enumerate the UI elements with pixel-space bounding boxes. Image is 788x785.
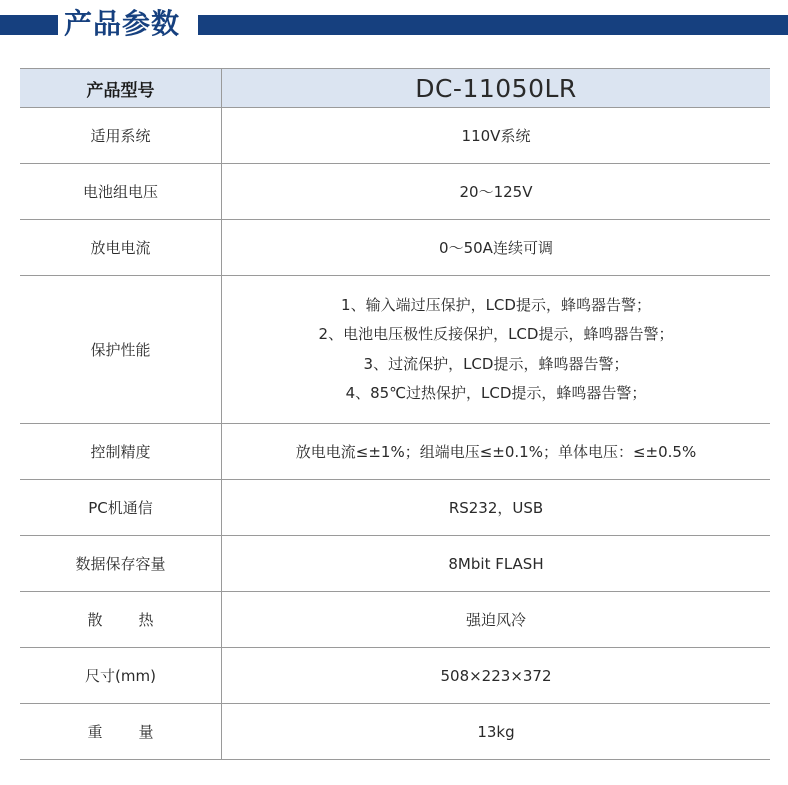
- row-value: RS232，USB: [448, 499, 544, 517]
- table-row: [20, 220, 770, 276]
- row-value: 13kg: [477, 722, 515, 741]
- header-accent-bar-right: [198, 15, 788, 35]
- table-row: [20, 276, 770, 424]
- row-value: 0～50A连续可调: [439, 239, 553, 257]
- table-row: [20, 108, 770, 164]
- row-label: [20, 704, 222, 759]
- protection-line: 3、过流保护，LCD提示，蜂鸣器告警；: [363, 354, 629, 373]
- row-label: 保护性能: [20, 276, 222, 423]
- header-accent-bar-left: [0, 15, 58, 35]
- model-label: 产品型号: [20, 69, 222, 107]
- protection-line: 1、输入端过压保护，LCD提示，蜂鸣器告警；: [341, 295, 651, 314]
- section-header: [0, 0, 788, 48]
- row-label: 数据保存容量: [20, 536, 222, 591]
- row-label-text: 散热: [87, 611, 190, 629]
- table-row: [20, 480, 770, 536]
- section-title: 产品参数: [64, 7, 181, 40]
- table-row: [20, 164, 770, 220]
- row-label: 尺寸(mm): [20, 648, 222, 703]
- row-value: 110V系统: [461, 127, 531, 145]
- row-label: PC机通信: [20, 480, 222, 535]
- row-label-text: 重量: [87, 723, 190, 741]
- row-label: [20, 592, 222, 647]
- row-value: 强迫风冷: [465, 611, 526, 629]
- spec-table: [20, 68, 770, 760]
- row-value: 508×223×372: [440, 666, 552, 685]
- row-value: 20～125V: [459, 183, 533, 201]
- row-label: 放电电流: [20, 220, 222, 275]
- table-row: [20, 704, 770, 760]
- row-label: 控制精度: [20, 424, 222, 479]
- row-label: 适用系统: [20, 108, 222, 163]
- table-row: [20, 648, 770, 704]
- row-label: 电池组电压: [20, 164, 222, 219]
- model-value: DC-11050LR: [415, 73, 577, 103]
- table-row: [20, 592, 770, 648]
- protection-lines: [222, 276, 770, 423]
- protection-line: 4、85℃过热保护，LCD提示，蜂鸣器告警；: [345, 384, 647, 402]
- table-row: [20, 424, 770, 480]
- table-header-row: [20, 69, 770, 108]
- row-value: 放电电流≤±1%；组端电压≤±0.1%；单体电压：≤±0.5%: [295, 443, 697, 461]
- table-row: [20, 536, 770, 592]
- row-value: 8Mbit FLASH: [448, 554, 544, 573]
- protection-line: 2、电池电压极性反接保护，LCD提示，蜂鸣器告警；: [318, 325, 674, 343]
